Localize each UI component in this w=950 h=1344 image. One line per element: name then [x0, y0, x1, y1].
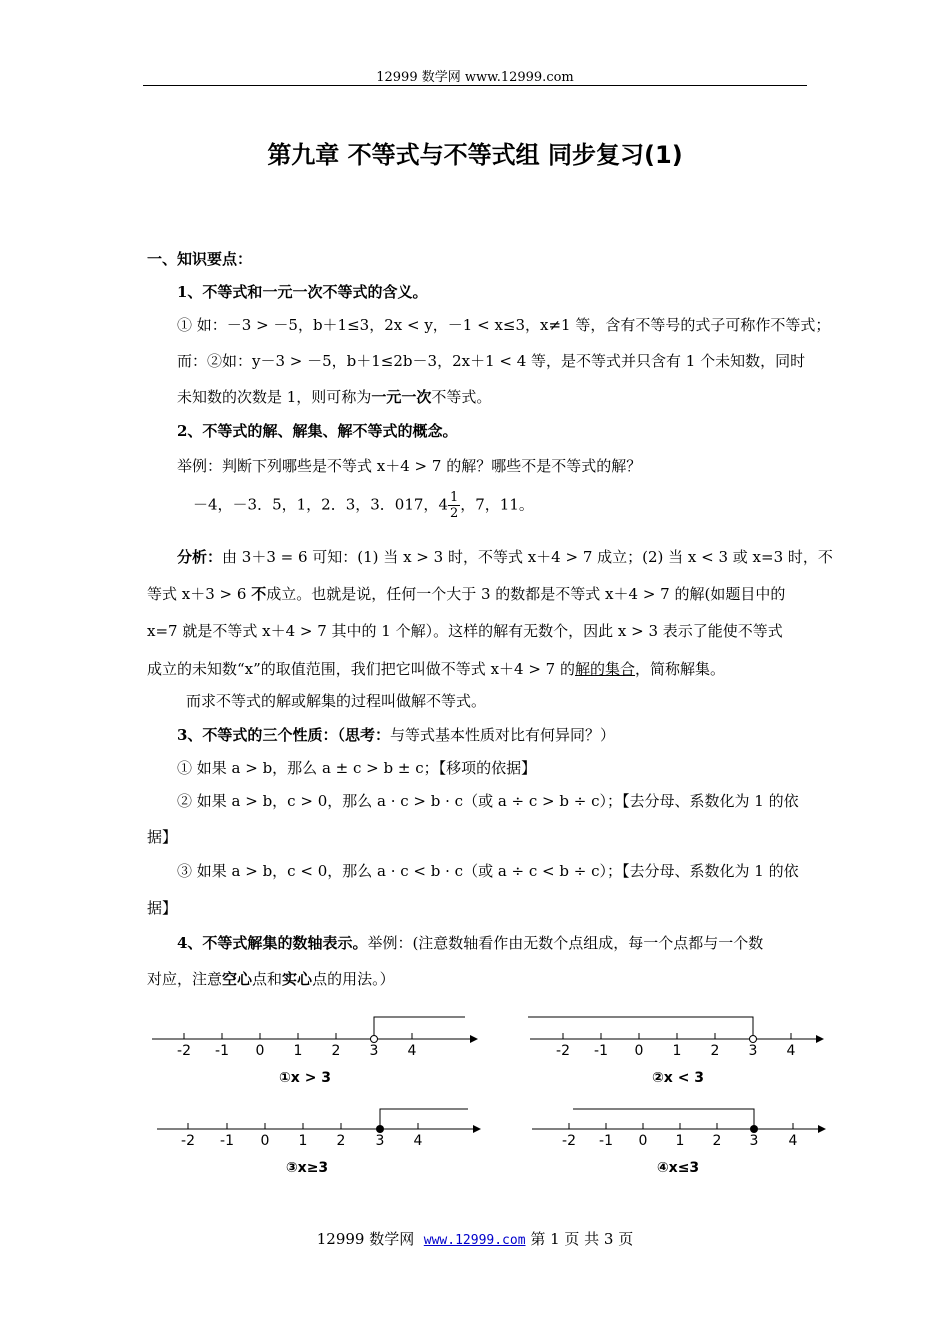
tick-label: 2	[712, 1133, 722, 1149]
tick-label: -2	[562, 1133, 576, 1149]
tick-label: -2	[177, 1043, 191, 1059]
tick-label: 2	[336, 1133, 346, 1149]
tick-label: -1	[220, 1133, 234, 1149]
fraction-denominator: 2	[449, 506, 459, 521]
tick-label: -1	[215, 1043, 229, 1059]
p4-text2e: 点的用法。）	[312, 970, 395, 988]
tick-label: 4	[786, 1043, 796, 1059]
header-rule	[143, 85, 807, 86]
p2-heading: 2、不等式的解、解集、解不等式的概念。	[177, 422, 458, 440]
values-b: ，7，11。	[460, 495, 534, 514]
tick-label: 3	[375, 1133, 385, 1149]
p2-values	[193, 490, 534, 521]
tick-label: 0	[255, 1043, 265, 1059]
p4-line2	[147, 968, 395, 989]
axis-arrow	[470, 1035, 478, 1043]
values-a: －4，－3．5，1，2．3，3．017，	[193, 495, 439, 514]
tick-label: 3	[748, 1043, 758, 1059]
footer-site: 12999 数学网	[316, 1230, 415, 1248]
solution-bracket	[528, 1017, 753, 1035]
tick-label: 1	[675, 1133, 685, 1149]
p4-text2c: 点和	[252, 970, 283, 988]
p3-rule2-end: 据】	[147, 828, 178, 846]
footer-page: 第 1 页 共 3 页	[530, 1230, 634, 1248]
p1-line3-b: 一元一次	[371, 388, 432, 406]
tick-label: 3	[369, 1043, 379, 1059]
p3-rule3-end: 据】	[147, 899, 178, 917]
solution-bracket	[380, 1109, 468, 1127]
page-header: 12999 数学网 www.12999.com	[376, 70, 574, 85]
number-line-2	[528, 1010, 828, 1094]
p3-rule1: ① 如果 a > b，那么 a ± c > b ± c；【移项的依据】	[177, 759, 537, 777]
ticks-group	[569, 1123, 793, 1129]
p1-line1: ① 如：－3 > －5，b＋1≤3，2x < y，－1 < x≤3，x≠1 等，含有不等号的式子可称作不等式；	[177, 316, 831, 334]
p3-rule3: ③ 如果 a > b，c < 0，那么 a · c < b · c（或 a ÷ c < b ÷ c）；【去分母、系数化为 1 的依	[177, 862, 799, 880]
analysis-text4c: ，简称解集。	[635, 660, 726, 678]
number-line-1	[150, 1010, 480, 1094]
tick-label: -2	[181, 1133, 195, 1149]
solid-point	[376, 1125, 384, 1133]
p3-heading-line	[177, 724, 615, 745]
p1-line3	[177, 386, 491, 407]
analysis-line2	[147, 583, 785, 604]
tick-label: 0	[634, 1043, 644, 1059]
tick-label: 4	[407, 1043, 417, 1059]
axis-arrow	[818, 1125, 826, 1133]
tick-label: -2	[556, 1043, 570, 1059]
solid-point	[750, 1125, 758, 1133]
solution-bracket	[374, 1017, 465, 1035]
p2-example: 举例：判断下列哪些是不等式 x＋4 > 7 的解？哪些不是不等式的解？	[177, 457, 642, 475]
caption: ①x > 3	[278, 1070, 332, 1086]
p3-rule2: ② 如果 a > b，c > 0，那么 a · c > b · c（或 a ÷ c > b ÷ c）；【去分母、系数化为 1 的依	[177, 792, 799, 810]
p1-heading: 1、不等式和一元一次不等式的含义。	[177, 283, 428, 301]
tick-label: 0	[260, 1133, 270, 1149]
section-heading: 一、知识要点：	[147, 250, 253, 268]
p1-line2: 而：②如：y－3 > －5，b＋1≤2b－3，2x＋1 < 4 等，是不等式并只含有 1 个未知数，同时	[177, 352, 806, 370]
tick-label: 1	[298, 1133, 308, 1149]
page-footer	[0, 1228, 950, 1249]
tick-label: 3	[749, 1133, 759, 1149]
analysis-text4b: 解的集合	[575, 660, 636, 678]
footer-link[interactable]: www.12999.com	[423, 1233, 526, 1248]
analysis-text2b: 不	[251, 585, 267, 603]
analysis-line4	[147, 658, 725, 679]
fraction	[448, 490, 460, 521]
number-line-4	[530, 1100, 830, 1184]
analysis-text1: 由 3＋3 = 6 可知：(1) 当 x > 3 时，不等式 x＋4 > 7 成立；(2) 当 x < 3 或 x=3 时，不	[222, 548, 833, 566]
p4-text2a: 对应，注意	[147, 970, 223, 988]
caption: ②x < 3	[651, 1070, 705, 1086]
tick-label: 2	[331, 1043, 341, 1059]
tick-label: -1	[594, 1043, 608, 1059]
tick-label: 2	[710, 1043, 720, 1059]
hollow-point	[371, 1036, 378, 1043]
hollow-point	[750, 1036, 757, 1043]
tick-label: -1	[599, 1133, 613, 1149]
caption: ③x≥3	[285, 1160, 329, 1176]
tick-label: 0	[638, 1133, 648, 1149]
analysis-text2a: 等式 x＋3 > 6	[147, 585, 252, 603]
tick-label: 1	[293, 1043, 303, 1059]
p3-think: （思考：	[337, 726, 390, 744]
tick-label: 4	[788, 1133, 798, 1149]
p4-text1: 举例：(注意数轴看作由无数个点组成，每一个点都与一个数	[367, 934, 764, 952]
fraction-numerator: 1	[449, 490, 459, 505]
caption: ④x≤3	[656, 1160, 700, 1176]
p3-think-rest: 与等式基本性质对比有何异同？）	[389, 726, 615, 744]
mixed-number-whole: 4	[438, 495, 448, 514]
axis-arrow	[473, 1125, 481, 1133]
analysis-line1	[177, 546, 833, 567]
solution-bracket	[573, 1109, 754, 1127]
tick-label: 1	[672, 1043, 682, 1059]
analysis-text4a: 成立的未知数“x”的取值范围，我们把它叫做不等式 x＋4 > 7 的	[147, 660, 575, 678]
number-line-3	[155, 1100, 485, 1184]
p1-line3-a: 未知数的次数是 1，则可称为	[177, 388, 372, 406]
p4-text2b: 空心	[222, 970, 253, 988]
p4-line1	[177, 932, 763, 953]
analysis-line3: x=7 就是不等式 x＋4 > 7 其中的 1 个解）。这样的解有无数个，因此 x > 3 表示了能使不等式	[147, 622, 783, 640]
p1-line3-c: 不等式。	[431, 388, 492, 406]
axis-arrow	[816, 1035, 824, 1043]
tick-label: 4	[413, 1133, 423, 1149]
analysis-text2c: 成立。也就是说，任何一个大于 3 的数都是不等式 x＋4 > 7 的解(如题目中的	[266, 585, 786, 603]
p4-text2d: 实心	[282, 970, 313, 988]
p4-heading: 4、不等式解集的数轴表示。	[177, 934, 368, 952]
page-title: 第九章 不等式与不等式组 同步复习(1)	[267, 141, 683, 169]
analysis-label: 分析：	[177, 548, 223, 566]
p3-heading: 3、不等式的三个性质：	[177, 726, 338, 744]
analysis-line5: 而求不等式的解或解集的过程叫做解不等式。	[186, 692, 487, 710]
